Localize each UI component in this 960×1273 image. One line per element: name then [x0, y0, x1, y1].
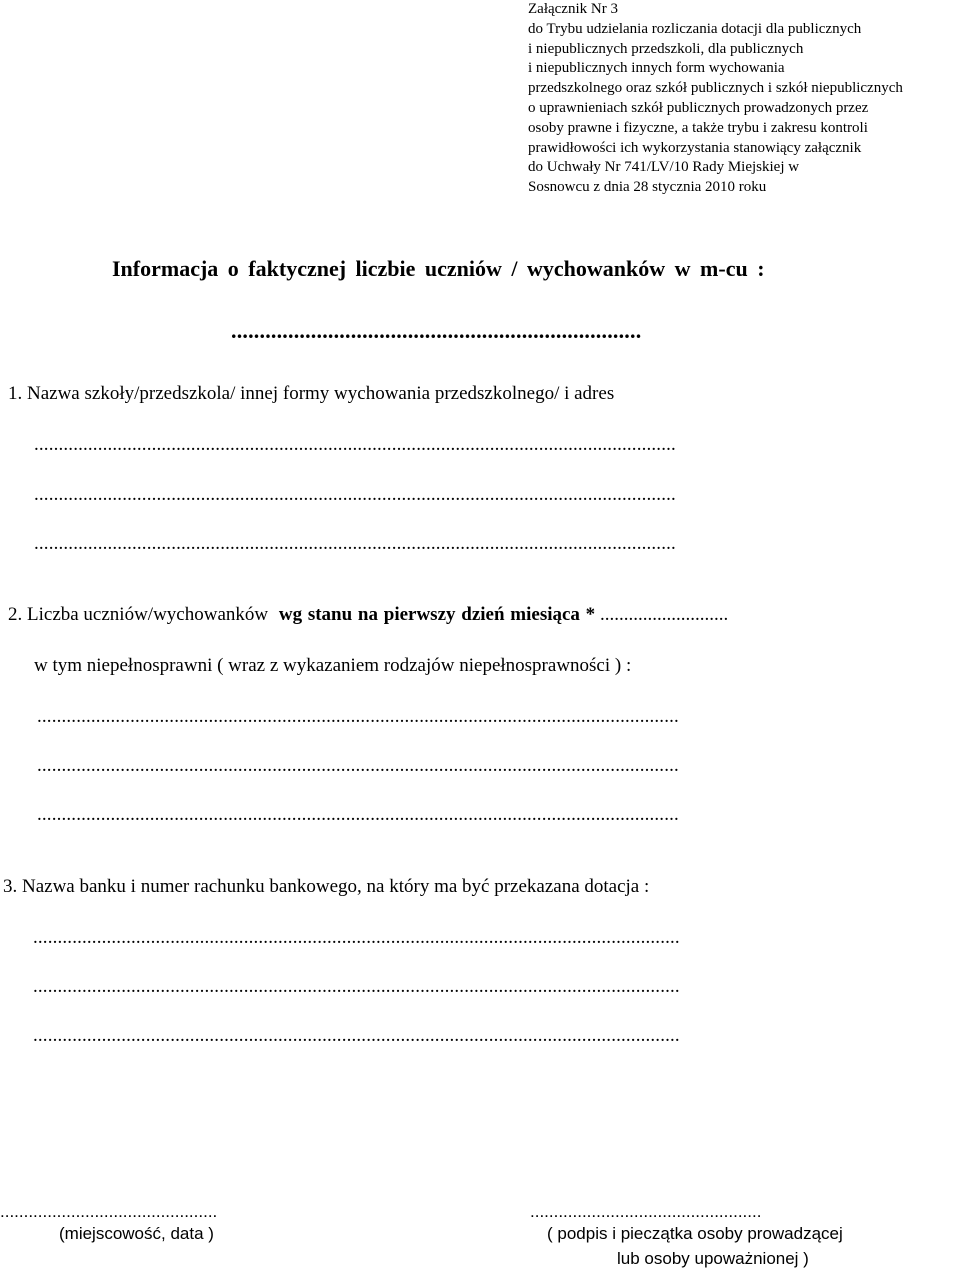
- section-1-label: 1. Nazwa szkoły/przedszkola/ innej formy wychowania przedszkolnego/ i adres: [8, 383, 615, 404]
- signature-fill-line[interactable]: .................................................: [530, 1202, 762, 1221]
- section-1-fill-line[interactable]: ...................................................................................................................................: [34, 484, 676, 505]
- place-date-label: (miejscowość, data ): [59, 1224, 214, 1243]
- attachment-header: [528, 0, 903, 198]
- section-2-count-fill[interactable]: ...........................: [599, 604, 729, 625]
- section-3-fill-line[interactable]: ....................................................................................................................................: [33, 927, 680, 948]
- section-1-fill-line[interactable]: ...................................................................................................................................: [34, 533, 676, 554]
- section-2-sub-label: w tym niepełnosprawni ( wraz z wykazaniem rodzajów niepełnosprawności ) :: [34, 655, 632, 676]
- section-2-label: [8, 604, 728, 626]
- header-line: do Uchwały Nr 741/LV/10 Rady Miejskiej w: [528, 159, 800, 176]
- document-title: Informacja o faktycznej liczbie uczniów / wychowanków w m-cu :: [112, 256, 765, 281]
- header-line: prawidłowości ich wykorzystania stanowiący załącznik: [528, 139, 862, 156]
- header-line: Załącznik Nr 3: [528, 1, 618, 17]
- place-date-fill-line[interactable]: ..............................................: [0, 1202, 218, 1221]
- header-line: przedszkolnego oraz szkół publicznych i szkół niepublicznych: [528, 80, 903, 97]
- header-line: i niepublicznych przedszkoli, dla publicznych: [528, 40, 804, 57]
- section-2-fill-line[interactable]: ...................................................................................................................................: [37, 804, 679, 825]
- header-line: i niepublicznych innych form wychowania: [528, 60, 785, 77]
- header-line: o uprawnieniach szkół publicznych prowadzonych przez: [528, 99, 869, 116]
- section-2-fill-line[interactable]: ...................................................................................................................................: [37, 706, 679, 727]
- header-line: Sosnowcu z dnia 28 stycznia 2010 roku: [528, 179, 767, 196]
- month-fill-line[interactable]: ........................................................................: [231, 318, 642, 343]
- signature-label-line-2: lub osoby upoważnionej ): [617, 1249, 809, 1268]
- section-1-fill-line[interactable]: ...................................................................................................................................: [34, 434, 676, 455]
- header-line: do Trybu udzielania rozliczania dotacji dla publicznych: [528, 20, 862, 37]
- section-2-fill-line[interactable]: ...................................................................................................................................: [37, 755, 679, 776]
- section-3-fill-line[interactable]: ....................................................................................................................................: [33, 1025, 680, 1046]
- section-3-label: 3. Nazwa banku i numer rachunku bankowego, na który ma być przekazana dotacja :: [3, 876, 650, 897]
- header-line: osoby prawne i fizyczne, a także trybu i zakresu kontroli: [528, 119, 868, 136]
- signature-label-line-1: ( podpis i pieczątka osoby prowadzącej: [547, 1224, 843, 1243]
- section-2-label-bold: wg stanu na pierwszy dzień miesiąca *: [278, 604, 596, 625]
- section-3-fill-line[interactable]: ....................................................................................................................................: [33, 976, 680, 997]
- section-2-label-prefix: 2. Liczba uczniów/wychowanków: [8, 604, 269, 625]
